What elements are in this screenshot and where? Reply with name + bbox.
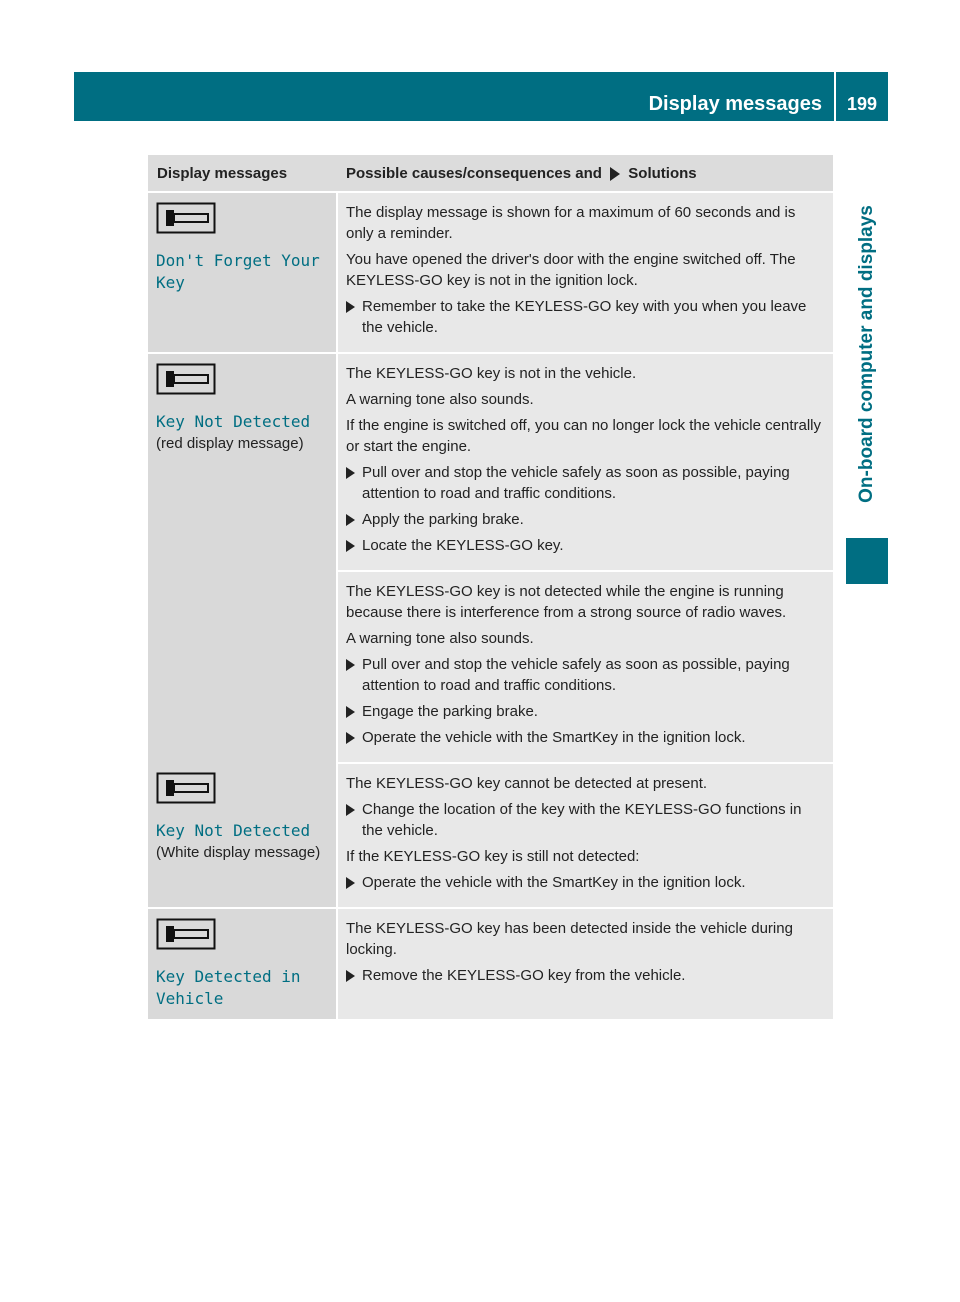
display-message-text: Key Not Detected — [156, 821, 311, 840]
col-header-display-messages: Display messages — [148, 155, 337, 192]
action-bullet — [346, 535, 825, 556]
arrow-bullet-icon — [346, 540, 355, 552]
display-messages-table — [148, 155, 833, 1021]
paragraph: The KEYLESS-GO key cannot be detected at present. — [346, 775, 708, 792]
display-message-cell — [148, 908, 337, 1020]
action-bullet — [346, 727, 825, 748]
action-bullet — [346, 462, 825, 504]
paragraph: The KEYLESS-GO key is not in the vehicle. — [346, 365, 637, 382]
display-message-text: Key Not Detected — [156, 412, 311, 431]
display-message-cell — [148, 192, 337, 353]
paragraph: A warning tone also sounds. — [346, 391, 534, 408]
table-row — [148, 192, 833, 353]
key-icon — [156, 918, 216, 950]
action-bullet-text: Engage the parking brake. — [362, 703, 538, 720]
action-bullet — [346, 872, 825, 893]
key-icon — [156, 363, 216, 395]
key-icon — [156, 202, 216, 234]
display-message-note: (White display message) — [156, 844, 321, 861]
action-bullet-text: Pull over and stop the vehicle safely as soon as possible, paying attention to road and traffic conditions. — [362, 464, 790, 502]
paragraph: A warning tone also sounds. — [346, 630, 534, 647]
action-bullet-text: Remember to take the KEYLESS-GO key with you when you leave the vehicle. — [362, 298, 807, 336]
col-header-suffix: Solutions — [628, 164, 697, 182]
paragraph: The KEYLESS-GO key is not detected while the engine is running because there is interference from a strong source of radio waves. — [346, 583, 787, 621]
side-section-label: On-board computer and displays — [856, 205, 877, 503]
table-body — [148, 192, 833, 1020]
action-bullet — [346, 654, 825, 696]
page-header-bar — [74, 72, 888, 121]
arrow-bullet-icon — [346, 514, 355, 526]
causes-solutions-cell — [337, 353, 833, 571]
side-section-tab — [846, 138, 888, 570]
action-bullet — [346, 965, 825, 986]
arrow-bullet-icon — [346, 706, 355, 718]
action-bullet-text: Apply the parking brake. — [362, 511, 524, 528]
causes-solutions-cell — [337, 192, 833, 353]
side-section-marker — [846, 538, 888, 584]
action-bullet — [346, 799, 825, 841]
action-bullet-text: Operate the vehicle with the SmartKey in the ignition lock. — [362, 729, 746, 746]
col-header-causes-solutions — [337, 155, 833, 192]
action-bullet-text: Operate the vehicle with the SmartKey in the ignition lock. — [362, 874, 746, 891]
action-bullet — [346, 296, 825, 338]
action-bullet-text: Change the location of the key with the KEYLESS-GO functions in the vehicle. — [362, 801, 802, 839]
causes-solutions-cell — [337, 571, 833, 763]
causes-solutions-cell — [337, 763, 833, 908]
paragraph: The display message is shown for a maximum of 60 seconds and is only a reminder. — [346, 204, 796, 242]
action-bullet-text: Pull over and stop the vehicle safely as soon as possible, paying attention to road and traffic conditions. — [362, 656, 790, 694]
paragraph: If the engine is switched off, you can no longer lock the vehicle centrally or start the engine. — [346, 417, 821, 455]
table-row — [148, 908, 833, 1020]
table-row — [148, 353, 833, 571]
action-bullet-text: Remove the KEYLESS-GO key from the vehicle. — [362, 967, 686, 984]
arrow-bullet-icon — [346, 970, 355, 982]
arrow-bullet-icon — [346, 804, 355, 816]
arrow-bullet-icon — [346, 467, 355, 479]
action-bullet-text: Locate the KEYLESS-GO key. — [362, 537, 564, 554]
page-header-title: Display messages — [649, 72, 836, 121]
action-bullet — [346, 701, 825, 722]
paragraph: You have opened the driver's door with the engine switched off. The KEYLESS-GO key is not in the ignition lock. — [346, 251, 796, 289]
display-message-cell — [148, 763, 337, 908]
display-message-note: (red display message) — [156, 435, 304, 452]
causes-solutions-cell — [337, 908, 833, 1020]
action-bullet — [346, 509, 825, 530]
col-header-prefix: Possible causes/consequences and — [346, 164, 602, 182]
display-message-cell — [148, 353, 337, 763]
paragraph: If the KEYLESS-GO key is still not detected: — [346, 848, 640, 865]
display-message-text: Key Detected in Vehicle — [156, 967, 301, 1008]
table-row — [148, 763, 833, 908]
page-number: 199 — [846, 94, 878, 114]
arrow-bullet-icon — [610, 167, 620, 181]
display-message-text: Don't Forget Your Key — [156, 251, 320, 292]
paragraph: The KEYLESS-GO key has been detected inside the vehicle during locking. — [346, 920, 793, 958]
arrow-bullet-icon — [346, 732, 355, 744]
arrow-bullet-icon — [346, 301, 355, 313]
arrow-bullet-icon — [346, 877, 355, 889]
arrow-bullet-icon — [346, 659, 355, 671]
key-icon — [156, 772, 216, 804]
